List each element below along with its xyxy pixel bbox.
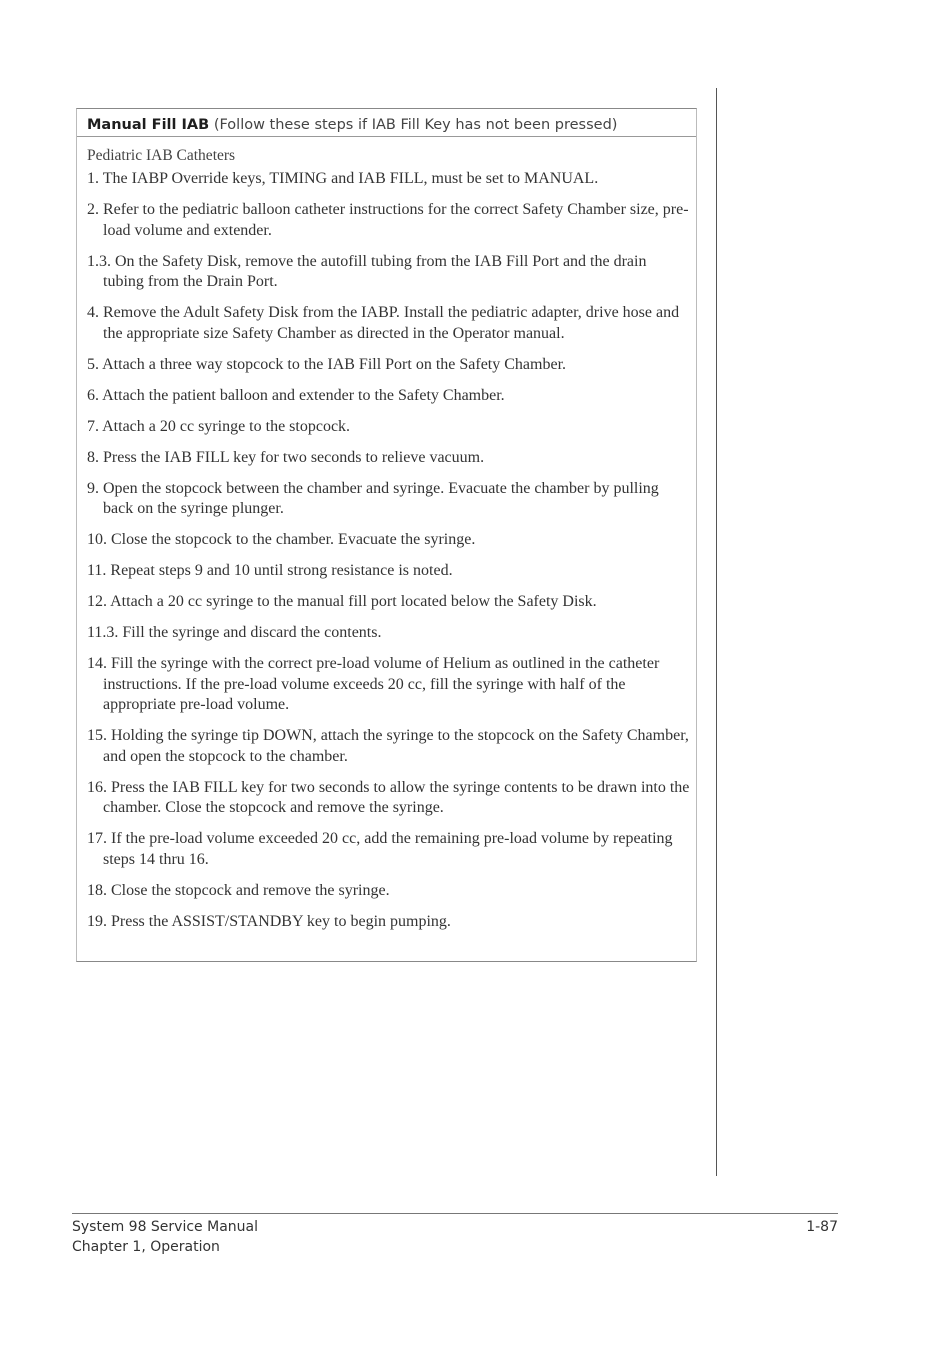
footer-rule: [72, 1213, 838, 1214]
step-item: 2. Refer to the pediatric balloon catheter instructions for the correct Safety Chamber size, pre-load volume and extender.: [87, 201, 689, 239]
step-item: 6. Attach the patient balloon and extender to the Safety Chamber.: [87, 386, 505, 404]
step-item: 1.3. On the Safety Disk, remove the autofill tubing from the IAB Fill Port and the drain tubing from the Drain Port.: [87, 252, 647, 290]
step-item: 18. Close the stopcock and remove the syringe.: [87, 881, 390, 899]
step-item: 16. Press the IAB FILL key for two seconds to allow the syringe contents to be drawn into the chamber. Close the stopcock and remove the syringe.: [87, 778, 690, 816]
footer-manual-title: System 98 Service Manual: [72, 1219, 258, 1235]
step-item: 17. If the pre-load volume exceeded 20 cc, add the remaining pre-load volume by repeating steps 14 thru 16.: [87, 830, 673, 868]
procedure-header: [77, 109, 696, 137]
step-item: 4. Remove the Adult Safety Disk from the IABP. Install the pediatric adapter, drive hose and the appropriate size Safety Chamber as directed in the Operator manual.: [87, 304, 680, 342]
change-bar: [716, 88, 717, 1176]
step-item: 19. Press the ASSIST/STANDBY key to begin pumping.: [87, 912, 451, 930]
procedure-note: (Follow these steps if IAB Fill Key has not been pressed): [213, 117, 618, 133]
step-item: 15. Holding the syringe tip DOWN, attach the syringe to the stopcock on the Safety Chamber, and open the stopcock to the chamber.: [87, 727, 689, 765]
step-list: [77, 169, 696, 932]
step-item: 1. The IABP Override keys, TIMING and IAB FILL, must be set to MANUAL.: [87, 170, 599, 187]
step-item: 12. Attach a 20 cc syringe to the manual fill port located below the Safety Disk.: [87, 593, 597, 610]
step-item: 11. Repeat steps 9 and 10 until strong resistance is noted.: [87, 562, 453, 579]
step-item: 5. Attach a three way stopcock to the IAB Fill Port on the Safety Chamber.: [87, 355, 567, 373]
step-item: 8. Press the IAB FILL key for two seconds to relieve vacuum.: [87, 448, 485, 466]
step-item: 9. Open the stopcock between the chamber and syringe. Evacuate the chamber by pulling back on the syringe plunger.: [87, 479, 659, 517]
step-item: 11.3. Fill the syringe and discard the contents.: [87, 624, 382, 641]
page-footer: [72, 1217, 838, 1257]
procedure-title: Manual Fill IAB: [87, 117, 210, 133]
footer-chapter: Chapter 1, Operation: [72, 1239, 220, 1255]
step-item: 14. Fill the syringe with the correct pre-load volume of Helium as outlined in the catheter instructions. If the pre-load volume exceeds 20 cc, fill the syringe with half of the appropriate pre-load volume.: [87, 655, 660, 713]
procedure-box: [76, 108, 697, 962]
step-item: 10. Close the stopcock to the chamber. Evacuate the syringe.: [87, 531, 476, 548]
procedure-subtitle: Pediatric IAB Catheters: [87, 147, 236, 164]
page-number: 1-87: [806, 1219, 838, 1235]
step-item: 7. Attach a 20 cc syringe to the stopcock.: [87, 417, 351, 435]
